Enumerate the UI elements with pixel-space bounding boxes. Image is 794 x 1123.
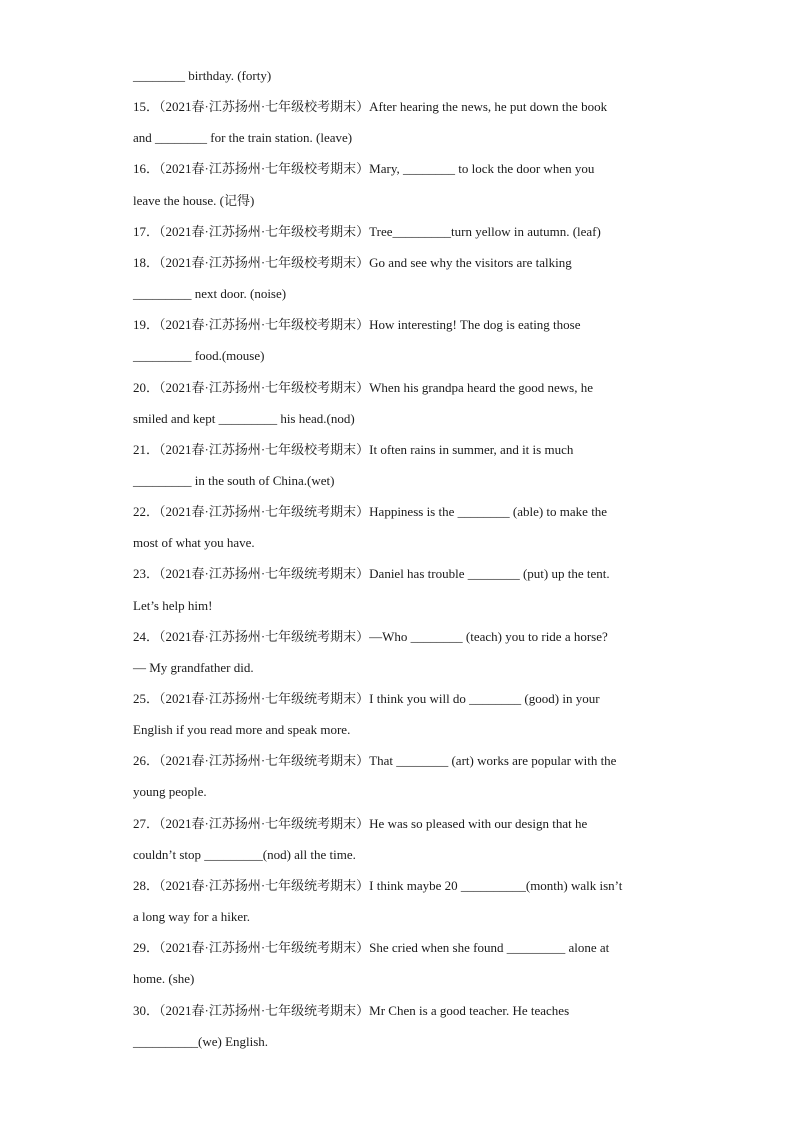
question-text-line: English if you read more and speak more. bbox=[133, 722, 351, 737]
question-text-line: _________ next door. (noise) bbox=[133, 286, 287, 301]
question-text-line: __________(we) English. bbox=[133, 1034, 269, 1049]
question-text-line: 22．（2021春·江苏扬州·七年级统考期末）Happiness is the ________ (able) to make the bbox=[133, 504, 608, 519]
question-text-line: ________ birthday. (forty) bbox=[133, 68, 272, 83]
question-text-line: _________ in the south of China.(wet) bbox=[133, 473, 335, 488]
question-text-line: 29．（2021春·江苏扬州·七年级统考期末）She cried when she found _________ alone at bbox=[133, 940, 610, 955]
question-text-line: 20．（2021春·江苏扬州·七年级校考期末）When his grandpa heard the good news, he bbox=[133, 380, 593, 395]
question-text-line: 19．（2021春·江苏扬州·七年级校考期末）How interesting! The dog is eating those bbox=[133, 317, 581, 332]
question-text-line: smiled and kept _________ his head.(nod) bbox=[133, 411, 355, 426]
question-text-line: 15．（2021春·江苏扬州·七年级校考期末）After hearing the news, he put down the book bbox=[133, 99, 608, 114]
question-text-line: young people. bbox=[133, 784, 207, 799]
question-text-line: 21．（2021春·江苏扬州·七年级校考期末）It often rains in summer, and it is much bbox=[133, 442, 574, 457]
question-text-line: Let’s help him! bbox=[133, 598, 213, 613]
question-text-line: and ________ for the train station. (leave) bbox=[133, 130, 353, 145]
question-text-line: home. (she) bbox=[133, 971, 195, 986]
question-text-line: 28．（2021春·江苏扬州·七年级统考期末）I think maybe 20 __________(month) walk isn’t bbox=[133, 878, 623, 893]
question-text-line: — My grandfather did. bbox=[133, 660, 254, 675]
question-text-line: 26．（2021春·江苏扬州·七年级统考期末）That ________ (art) works are popular with the bbox=[133, 753, 617, 768]
question-text-line: 27．（2021春·江苏扬州·七年级统考期末）He was so pleased with our design that he bbox=[133, 816, 588, 831]
question-text-line: a long way for a hiker. bbox=[133, 909, 250, 924]
question-text-line: 30．（2021春·江苏扬州·七年级统考期末）Mr Chen is a good teacher. He teaches bbox=[133, 1003, 570, 1018]
question-text-line: 23．（2021春·江苏扬州·七年级统考期末）Daniel has trouble ________ (put) up the tent. bbox=[133, 566, 610, 581]
question-text-line: 18．（2021春·江苏扬州·七年级校考期末）Go and see why the visitors are talking bbox=[133, 255, 572, 270]
question-text-line: 16．（2021春·江苏扬州·七年级校考期末）Mary, ________ to lock the door when you bbox=[133, 161, 595, 176]
question-text-line: couldn’t stop _________(nod) all the time. bbox=[133, 847, 356, 862]
question-text-line: _________ food.(mouse) bbox=[133, 348, 265, 363]
question-text-line: 25．（2021春·江苏扬州·七年级统考期末）I think you will do ________ (good) in your bbox=[133, 691, 600, 706]
question-text-line: 17．（2021春·江苏扬州·七年级校考期末）Tree_________turn yellow in autumn. (leaf) bbox=[133, 224, 601, 239]
question-text-line: most of what you have. bbox=[133, 535, 255, 550]
question-text-line: 24．（2021春·江苏扬州·七年级统考期末）—Who ________ (teach) you to ride a horse? bbox=[133, 629, 608, 644]
question-text-line: leave the house. (记得) bbox=[133, 193, 255, 208]
